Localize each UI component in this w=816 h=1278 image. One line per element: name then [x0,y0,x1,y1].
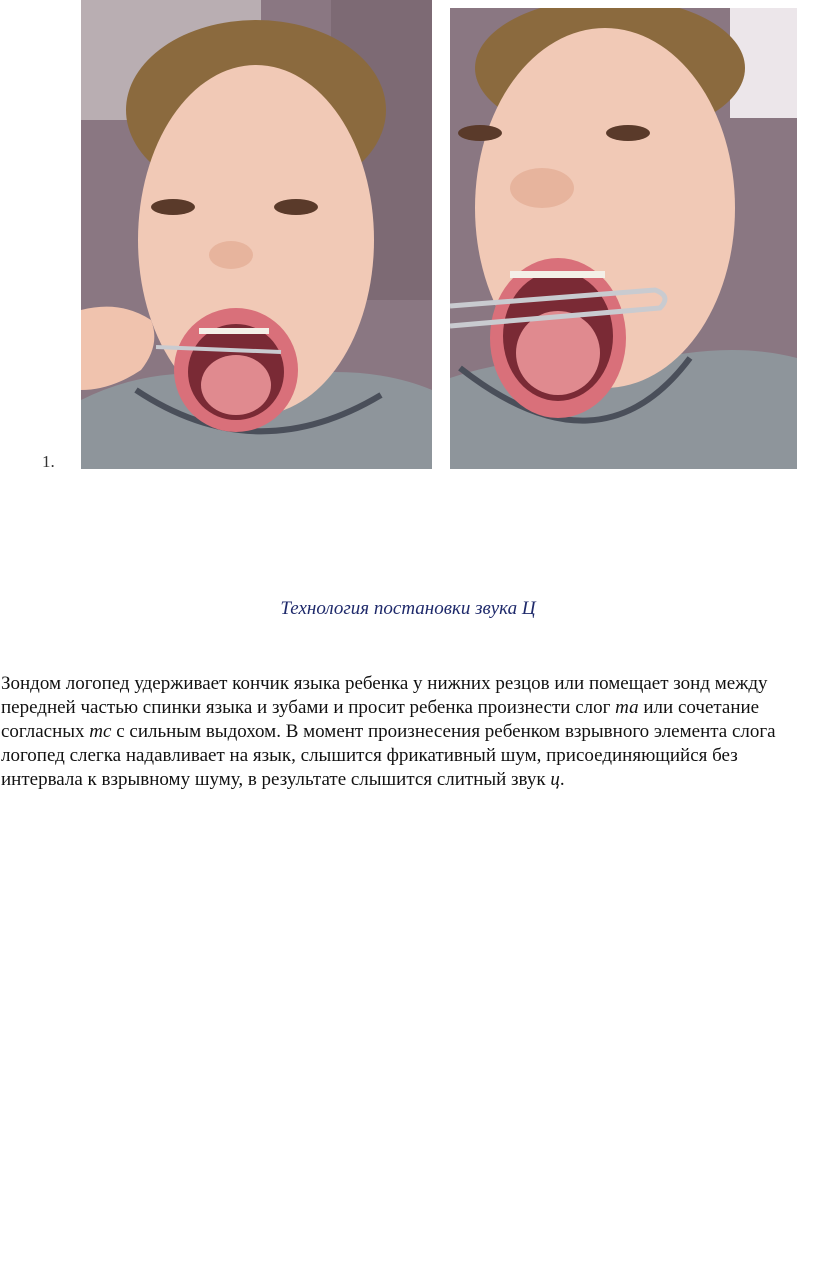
photo-1-illustration [81,0,432,469]
photo-child-probe-2 [450,8,797,469]
sound-ts: ц [550,769,560,790]
photo-2-illustration [450,8,797,469]
syllable-ta: та [615,697,639,718]
photo-child-probe-1 [81,0,432,469]
paragraph-text-1: Зондом логопед удерживает кончик языка ребенка у нижних резцов или помещает зонд между передней частью спинки языка и зубами и просит ребенка произнести слог [1,673,768,718]
paragraph-text-3: с сильным выдохом. В момент произнесения ребенком взрывного элемента слога логопед слегка надавливает на язык, слышится фрикативный шум, присоединяющийся без интервала к взрывному шуму, в результате слышится слитный звук [1,721,776,790]
paragraph-text-2: или сочетание согласных [1,697,760,742]
list-number: 1. [42,452,55,471]
instruction-paragraph [1,672,813,792]
cluster-ts: тс [89,721,112,742]
paragraph-text-4: . [559,769,565,790]
section-title: Технология постановки звука Ц [280,598,536,619]
